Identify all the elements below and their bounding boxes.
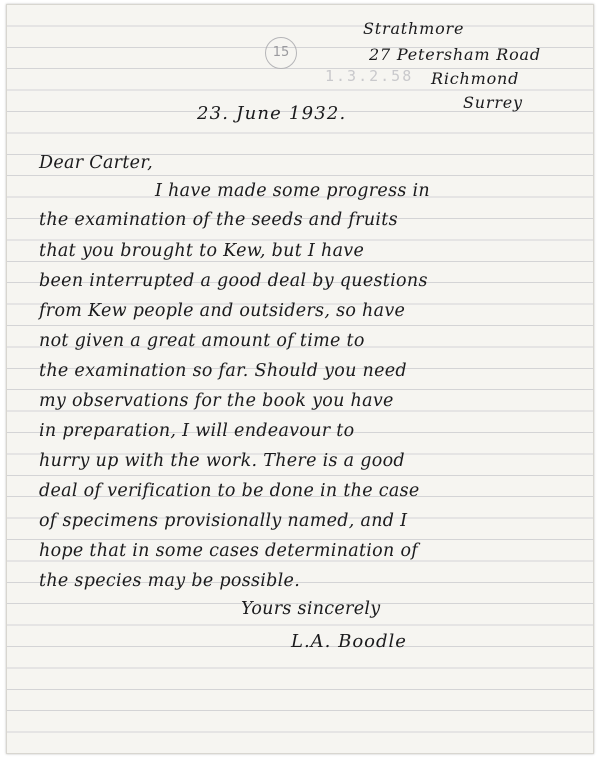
body-line: the examination so far. Should you need	[39, 361, 407, 381]
body-line: of specimens provisionally named, and I	[39, 511, 408, 531]
address-line-3: Richmond	[431, 69, 520, 88]
address-line-2: 27 Petersham Road	[369, 45, 541, 64]
body-line: been interrupted a good deal by questions	[39, 271, 428, 291]
body-line: in preparation, I will endeavour to	[39, 421, 355, 441]
signature: L.A. Boodle	[291, 631, 407, 652]
closing: Yours sincerely	[241, 599, 381, 619]
letter-date: 23. June 1932.	[197, 103, 347, 124]
address-line-4: Surrey	[463, 93, 523, 112]
body-line: that you brought to Kew, but I have	[39, 241, 365, 261]
body-line: hurry up with the work. There is a good	[39, 451, 405, 471]
body-line: the species may be possible.	[39, 571, 301, 591]
letter-sheet	[6, 4, 594, 754]
body-line: hope that in some cases determination of	[39, 541, 419, 561]
body-line: I have made some progress in	[155, 181, 430, 201]
body-line: not given a great amount of time to	[39, 331, 365, 351]
folio-number: 15	[265, 37, 297, 69]
body-line: deal of verification to be done in the case	[39, 481, 420, 501]
address-line-1: Strathmore	[363, 19, 465, 38]
faint-stamp: 1.3.2.58	[325, 67, 414, 85]
body-line: my observations for the book you have	[39, 391, 394, 411]
salutation: Dear Carter,	[39, 153, 153, 173]
body-line: from Kew people and outsiders, so have	[39, 301, 406, 321]
body-line: the examination of the seeds and fruits	[39, 210, 398, 230]
